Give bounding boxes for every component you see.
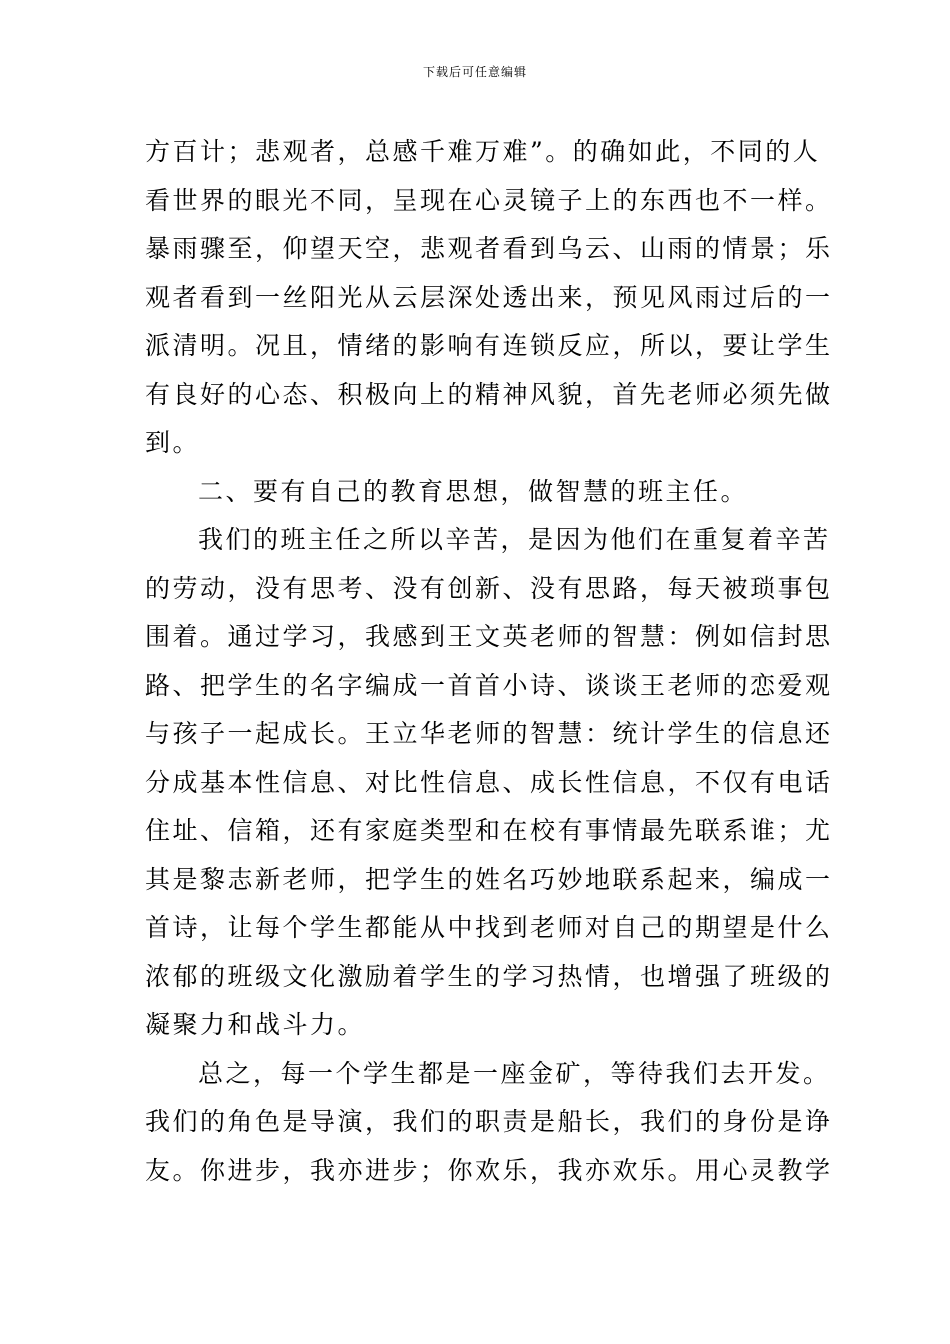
text-line: 分成基本性信息、对比性信息、成长性信息，不仅有电话 — [145, 767, 833, 797]
text-line: 友。你进步，我亦进步；你欢乐，我亦欢乐。用心灵教学 — [145, 1155, 833, 1185]
text-line: 到。 — [145, 428, 201, 457]
text-line: 首诗，让每个学生都能从中找到老师对自己的期望是什么 — [145, 913, 833, 942]
text-line: 的劳动，没有思考、没有创新、没有思路，每天被琐事包 — [145, 573, 833, 603]
text-line: 暴雨骤至，仰望天空，悲观者看到乌云、山雨的情景；乐 — [145, 234, 833, 263]
text-line: 方百计；悲观者，总感千难万难”。的确如此，不同的人 — [145, 137, 821, 166]
text-line: 浓郁的班级文化激励着学生的学习热情，也增强了班级的 — [145, 961, 833, 991]
text-line: 我们的角色是导演，我们的职责是船长，我们的身份是诤 — [145, 1107, 833, 1136]
body-text — [145, 128, 833, 1195]
text-line: 观者看到一丝阳光从云层深处透出来，预见风雨过后的一 — [145, 282, 833, 312]
text-line: 总之，每一个学生都是一座金矿，等待我们去开发。 — [198, 1058, 831, 1088]
text-line: 路、把学生的名字编成一首首小诗、谈谈王老师的恋爱观 — [145, 670, 833, 700]
section-heading: 二、要有自己的教育思想，做智慧的班主任。 — [198, 476, 749, 506]
text-line: 住址、信箱，还有家庭类型和在校有事情最先联系谁；尤 — [145, 816, 833, 845]
text-line: 与孩子一起成长。王立华老师的智慧：统计学生的信息还 — [145, 719, 833, 748]
text-line: 派清明。况且，情绪的影响有连锁反应，所以，要让学生 — [145, 331, 833, 360]
text-line: 其是黎志新老师，把学生的姓名巧妙地联系起来，编成一 — [145, 864, 833, 894]
text-line: 有良好的心态、积极向上的精神风貌，首先老师必须先做 — [145, 379, 833, 409]
text-line: 围着。通过学习，我感到王文英老师的智慧：例如信封思 — [145, 622, 833, 651]
page-header: 下载后可任意编辑 — [422, 65, 527, 79]
text-line: 看世界的眼光不同，呈现在心灵镜子上的东西也不一样。 — [145, 185, 833, 215]
text-line: 我们的班主任之所以辛苦，是因为他们在重复着辛苦 — [198, 525, 831, 554]
text-line: 凝聚力和战斗力。 — [145, 1010, 366, 1039]
